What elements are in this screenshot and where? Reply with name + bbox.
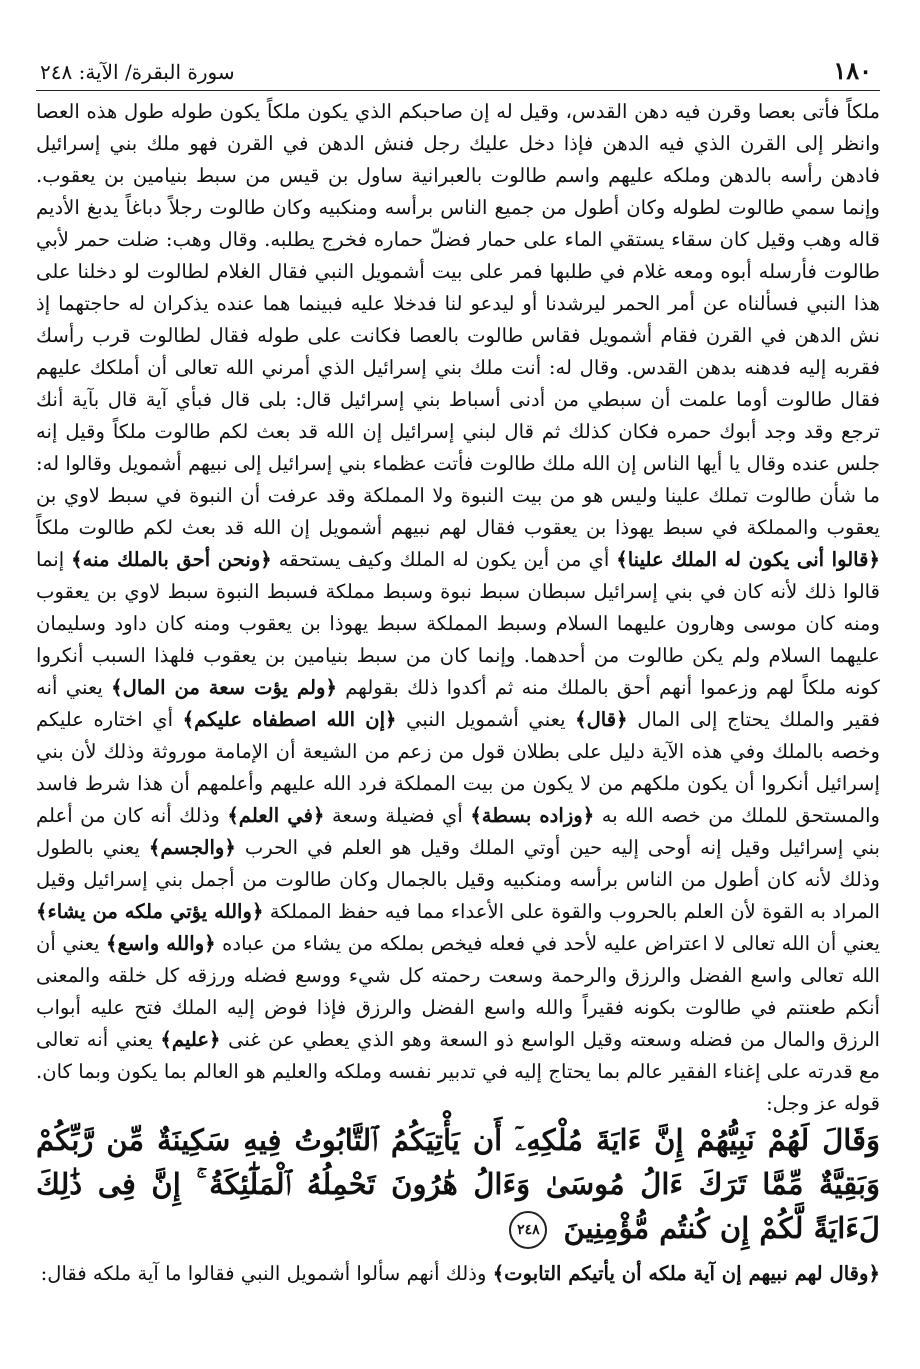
quran-quote: ﴿إن الله اصطفاه عليكم﴾	[182, 708, 397, 731]
quran-quote: ﴿والجسم﴾	[148, 836, 236, 859]
quran-quote: ﴿ولم يؤت سعة من المال﴾	[111, 676, 337, 699]
verse-text: وَقَالَ لَهُمْ نَبِيُّهُمْ إِنَّ ءَايَةَ مُلْكِهِۦٓ أَن يَأْتِيَكُمُ ٱلتَّابُوتُ فِيهِ سَكِينَةٌ مِّن رَّبِّكُمْ وَبَقِيَّةٌ مِّمَّا تَرَكَ ءَالُ مُوسَىٰ وَءَالُ هَٰرُونَ تَحْمِلُهُ ٱلْمَلَٰٓئِكَةُ ۚ إِنَّ فِى ذَٰلِكَ لَءَايَةً لَّكُمْ إِن كُنتُم مُّؤْمِنِينَ	[36, 1123, 880, 1245]
quran-quote: ﴿في العلم﴾	[227, 804, 325, 827]
text-run: وذلك أنهم سألوا أشمويل النبي فقالوا ما آية ملكه فقال:	[40, 1262, 487, 1285]
quran-quote: ﴿وقال لهم نبيهم إن آية ملكه أن يأتيكم التابوت﴾	[492, 1262, 880, 1285]
text-run: يعني أن الله تعالى لا اعتراض عليه لأحد في فعله فيخص بملكه من يشاء من عباده	[222, 932, 880, 955]
text-run: يعني أن الله تعالى واسع الفضل والرزق والرحمة وسعت رحمته كل شيء ووسع فضله ورزقه كل خلقه والمعنى أنكم طعنتم في طالوت بكونه فقيراً والله واسع الفضل والرزق فإذا فوض إليه الملك فتح عليه أبواب الرزق والمال من فضله وسعته وقيل الواسع ذو السعة وهو الذي يعطي عن غنى	[36, 932, 880, 1051]
quran-quote: ﴿قالوا أنى يكون له الملك علينا﴾	[616, 548, 880, 571]
text-run: ملكاً فأتى بعصا وقرن فيه دهن القدس، وقيل له إن صاحبكم الذي يكون ملكاً يكون طوله طول هذه العصا وانظر إلى القرن الذي فيه الدهن فإذا دخل عليك رجل فنش الدهن في القرن فهو ملك بني إسرائيل فادهن رأسه بالدهن وملكه عليهم واسم طالوت بالعبرانية ساول بن قيس من سبط بنيامين بن يعقوب. وإنما سمي طالوت لطوله وكان أطول من جميع الناس برأسه ومنكبيه وكان طالوت رجلاً دباغاً يدبغ الأديم قاله وهب وقيل كان سقاء يستقي الماء على حمار فضلّ حماره فخرج يطلبه. وقال وهب: ضلت حمر لأبي طالوت فأرسله أبوه ومعه غلام في طلبها فمر على بيت أشمويل النبي فقال الغلام لطالوت لو دخلنا على هذا النبي فسألناه عن أمر الحمر ليرشدنا أو ليدعو لنا فدخلا عليه فبينما هما عنده يذكران له حاجتهما إذ نش الدهن في القرن فقام أشمويل فقاس طالوت بالعصا فكانت على طوله فقال لطالوت قرب رأسك فقربه إليه فدهنه بدهن القدس. وقال له: أنت ملك بني إسرائيل الذي أمرني الله تعالى أن أملكك عليهم فقال طالوت أوما علمت أن سبطي من أدنى أسباط بني إسرائيل قال: بلى قال فبأي آية قال بآية أنك ترجع وقد وجد أبوك حمره فكان كذلك ثم قال لبني إسرائيل إن الله قد بعث لكم طالوت ملكاً وقيل إنه جلس عنده وقال يا أيها الناس إن الله ملك طالوت فأتت عظماء بني إسرائيل إلى نبيهم أشمويل وقالوا له: ما شأن طالوت تملك علينا وليس هو من بيت النبوة ولا المملكة وقد عرفت أن النبوة في سبط لاوي بن يعقوب والمملكة في سبط يهوذا بن يعقوب فقال لهم نبيهم أشمويل إن الله قد بعث لكم طالوت ملكاً	[36, 100, 881, 539]
text-run: يعني أنه تعالى مع قدرته على إغناء الفقير عالم بما يحتاج إليه في تدبير نفسه وملكه والعليم هو العالم بما يكون وبما كان. قوله عز وجل:	[36, 1028, 880, 1115]
text-run: أي فضيلة وسعة	[331, 804, 463, 827]
quran-quote: ﴿ونحن أحق بالملك منه﴾	[71, 548, 272, 571]
running-title: سورة البقرة/ الآية: ٢٤٨	[40, 60, 235, 84]
commentary-text	[36, 96, 880, 1120]
text-run: وذلك أنه كان من أعلم بني إسرائيل وقيل إنه أوحى إليه حين أوتي الملك وقيل هو العلم في الحرب	[36, 804, 880, 859]
text-run: أي من أين يكون له الملك وكيف يستحقه	[278, 548, 610, 571]
closing-commentary	[36, 1258, 880, 1290]
quran-quote: ﴿وزاده بسطة﴾	[470, 804, 595, 827]
text-run: يعني أنه فقير والملك يحتاج إلى المال	[36, 676, 880, 731]
text-run: أي اختاره عليكم وخصه بالملك وفي هذه الآية دليل على بطلان قول من زعم من الشيعة أن الإمامة موروثة وذلك لأن بني إسرائيل أنكروا أن يكون ملكهم من لا يكون من بيت المملكة فرد الله عليهم وأعلمهم أن هذا شرط فاسد والمستحق للملك من خصه الله به	[36, 708, 880, 827]
page-header	[36, 52, 880, 91]
page-number: ١٨٠	[833, 56, 872, 85]
quran-quote: ﴿عليم﴾	[160, 1028, 221, 1051]
quran-quote: ﴿والله واسع﴾	[105, 932, 216, 955]
quran-verse	[36, 1118, 880, 1250]
quran-quote: ﴿والله يؤتي ملكه من يشاء﴾	[36, 900, 264, 923]
text-run: يعني أشمويل النبي	[406, 708, 566, 731]
text-run: يعني بالطول وذلك لأنه كان أطول من الناس برأسه ومنكبيه وقيل بالجمال وكان طالوت من أجمل بني إسرائيل وقيل المراد به القوة لأن العلم بالحروب والقوة على الأعداء مما فيه حفظ المملكة	[36, 836, 880, 923]
commentary-paragraph	[36, 96, 880, 1120]
quran-quote: ﴿قال﴾	[575, 708, 628, 731]
ayah-number-marker: ٢٤٨	[509, 1211, 547, 1249]
text-run: إنما قالوا ذلك لأنه كان في بني إسرائيل سبطان سبط نبوة وسبط مملكة فسبط النبوة سبط لاوي بن يعقوب ومنه كان موسى وهارون عليهما السلام وسبط المملكة سبط يهوذا بن يعقوب ومنه كان داود وسليمان عليهما السلام ولم يكن طالوت من أحدهما. وإنما كان من سبط بنيامين بن يعقوب فلهذا السبب أنكروا كونه ملكاً لهم وزعموا أنهم أحق بالملك منه ثم أكدوا ذلك بقولهم	[36, 548, 881, 699]
